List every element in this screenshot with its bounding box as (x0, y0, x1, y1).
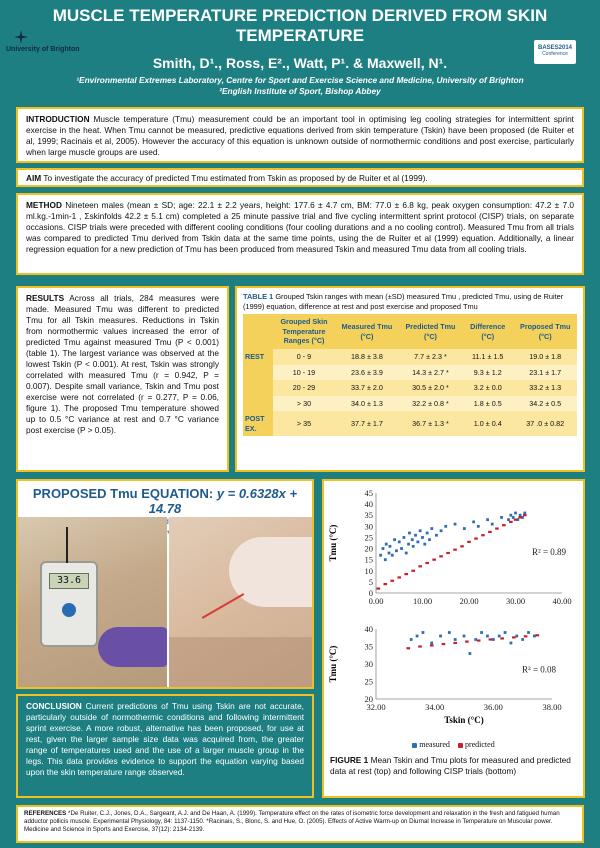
y-tick-label: 25 (364, 532, 373, 543)
table-cell: 1.8 ± 0.5 (462, 396, 513, 412)
x-tick-label: 30.00 (505, 596, 526, 606)
x-axis-label: Tskin (°C) (444, 715, 484, 725)
measured-point (421, 536, 424, 539)
measured-point (486, 635, 489, 638)
measured-point (477, 525, 480, 528)
measured-point (472, 520, 475, 523)
chart-rest (324, 481, 583, 621)
measured-point (410, 638, 413, 641)
predicted-point (502, 524, 506, 526)
measured-point (498, 635, 501, 638)
legend-predicted-label: predicted (464, 740, 495, 749)
measured-point (491, 523, 494, 526)
measured-point (391, 554, 394, 557)
conclusion-heading: CONCLUSION (26, 701, 82, 711)
figure-caption (330, 755, 577, 777)
y-tick-label: 15 (364, 554, 373, 565)
x-tick-label: 0.00 (368, 596, 384, 606)
x-tick-label: 32.00 (366, 702, 386, 712)
references-heading: REFERENCES (24, 810, 67, 817)
table-header-cell: Measured Tmu (°C) (335, 314, 399, 349)
measured-point (463, 527, 466, 530)
measured-point (430, 527, 433, 530)
predicted-point (512, 636, 516, 638)
method-text: Nineteen males (mean ± SD; age: 22.1 ± 2.2 years, height: 177.6 ± 4.7 cm, BM: 77.0 ± 6.8 kg, peak oxygen consumption: 47.2 ± 7.0 ml.kg.-1min-1 , Σskinfolds 42.2 ± 5.1 cm) completed a 25 minute passive trial and five cycling intermittent sprint protocol (CISP) trials, on separate occasions. CISP trials were preceded with different cooling conditions (four cooling durations and a no cooling control). Measured Tmu from all trials was compared to predicted Tmu derived from Tskin data at the same time points, using the de Ruiter et al (1999) equation. Additionally, a linear regression equation for a new prediction of Tmu has been produced from measured Tskin and measured Tmu data from all cooling trials. (26, 200, 574, 255)
affiliation-1: ¹Environmental Extremes Laboratory, Centre for Sport and Exercise Science and Medicine, University of Brighton (76, 75, 524, 85)
y-tick-label: 45 (364, 488, 373, 498)
authors: Smith, D¹., Ross, E²., Watt, P¹. & Maxwell, N¹. (152, 55, 448, 71)
measured-point (510, 642, 513, 645)
predicted-point (524, 635, 528, 637)
table-row-header: REST (243, 349, 273, 365)
predicted-point (418, 565, 422, 567)
predicted-point (425, 562, 429, 564)
measured-point (463, 635, 466, 638)
equation-heading: PROPOSED Tmu EQUATION: (32, 486, 214, 501)
predicted-point (500, 637, 504, 639)
measured-point (393, 538, 396, 541)
predicted-point (446, 552, 450, 554)
aim-text: To investigate the accuracy of predicted Tmu estimated from Tskin as proposed by de Ruiter et al (1999). (43, 173, 428, 183)
table-cell: > 30 (273, 396, 335, 412)
measured-point (435, 534, 438, 537)
table-header-row (243, 314, 577, 349)
measured-point (398, 540, 401, 543)
equation-panel (16, 479, 314, 689)
predicted-point (432, 559, 436, 561)
x-tick-label: 40.00 (552, 596, 572, 606)
skin-shadow (169, 637, 312, 687)
results-text: Across all trials, 284 measures were made. Measured Tmu was different to predicted Tmu for all Tskin measures. Reductions in Tskin from normothermic values increased the error of predicted Tmu against measured Tmu (P < 0.001) (table 1). The largest variance was observed at the lowest Tskin (P < 0.001). At rest, Tskin was strongly correlated with measured Tmu (r = 0.942, P = 0.007). Despite small variance, Tskin and Tmu post exercise were not correlated (r = 0.277, P = 0.06, figure 1). The proposed Tmu temperature showed up to 0.5 °C variance at rest and 0.7 °C variance post exercise (P > 0.05). (26, 293, 219, 436)
y-tick-label: 20 (364, 543, 373, 554)
figure-caption-label: FIGURE 1 (330, 755, 369, 765)
measured-point (385, 543, 388, 546)
measured-point (523, 512, 526, 515)
device-body (40, 561, 98, 647)
device-button (62, 603, 76, 617)
aim-panel (16, 168, 584, 187)
predicted-point (477, 639, 481, 641)
measured-point (419, 529, 422, 532)
predicted-point (523, 514, 527, 516)
measured-point (416, 540, 419, 543)
equation-formula: y = 0.6328x + 14.78 (148, 486, 298, 516)
predicted-point (489, 638, 493, 640)
table-cell: 7.7 ± 2.3 * (399, 349, 462, 365)
introduction-panel (16, 107, 584, 163)
y-tick-label: 10 (364, 565, 373, 576)
gloved-hand (98, 627, 167, 667)
table-cell: 0 - 9 (273, 349, 335, 365)
predicted-point (518, 516, 522, 518)
measured-point (388, 552, 391, 555)
measured-point (382, 547, 385, 550)
references-panel (16, 805, 584, 843)
measured-point (407, 543, 410, 546)
predicted-point (453, 549, 457, 551)
predicted-point (404, 573, 408, 575)
measured-point (412, 545, 415, 548)
table-header-cell: Difference (°C) (462, 314, 513, 349)
measured-point (527, 631, 530, 634)
results-panel (16, 286, 229, 472)
table-cell: 19.0 ± 1.8 (513, 349, 577, 365)
table-caption-label: TABLE 1 (243, 292, 274, 301)
predicted-point (474, 537, 478, 539)
measured-point (414, 534, 417, 537)
predicted-point (509, 521, 513, 523)
measured-point (440, 529, 443, 532)
measured-point (500, 516, 503, 519)
table-cell: 33.7 ± 2.0 (335, 380, 399, 396)
measured-point (486, 518, 489, 521)
measured-point (428, 538, 431, 541)
table-cell: 30.5 ± 2.0 * (399, 380, 462, 396)
measured-point (533, 635, 536, 638)
predicted-point (406, 647, 410, 649)
predicted-point (514, 519, 518, 521)
predicted-point (460, 545, 464, 547)
legend-measured-label: measured (419, 740, 450, 749)
star-logo-icon (14, 30, 28, 44)
measured-point (512, 516, 515, 519)
table-cell: 23.1 ± 1.7 (513, 365, 577, 381)
measured-point (384, 558, 387, 561)
table-cell: 18.8 ± 3.8 (335, 349, 399, 365)
predicted-point (430, 644, 434, 646)
introduction-text: Muscle temperature (Tmu) measurement could be an important tool in optimising leg cooling strategies for intermittent sprint exercise in the heat. When Tmu cannot be measured, predictive equations derived from skin temperature (Tskin) have been proposed (de Ruiter et al, 1999; Racinais et al, 2005). However the accuracy of this equation is unknown outside of normothermic conditions and post exercise, particularly when large muscle groups are used. (26, 114, 574, 158)
measured-point (411, 538, 414, 541)
predicted-point (442, 643, 446, 645)
method-heading: METHOD (26, 200, 62, 210)
measured-point (480, 631, 483, 634)
x-tick-label: 38.00 (542, 702, 562, 712)
table-header-cell: Proposed Tmu (°C) (513, 314, 577, 349)
y-tick-label: 40 (364, 499, 373, 510)
y-tick-label: 30 (364, 659, 373, 669)
introduction-heading: INTRODUCTION (26, 114, 90, 124)
device-cable (66, 527, 68, 563)
measured-point (474, 638, 477, 641)
table-row-header (243, 365, 273, 381)
measured-point (448, 631, 451, 634)
aim-heading: AIM (26, 173, 42, 183)
measured-point (403, 536, 406, 539)
predicted-point (467, 541, 471, 543)
measured-point (389, 545, 392, 548)
table-cell: 3.2 ± 0.0 (462, 380, 513, 396)
measured-point (504, 631, 507, 634)
x-tick-label: 36.00 (483, 702, 503, 712)
predicted-point (465, 641, 469, 643)
predicted-point (488, 531, 492, 533)
r-squared-annotation: R² = 0.08 (522, 664, 557, 675)
table-row-header (243, 380, 273, 396)
predicted-point (397, 576, 401, 578)
table-cell: 14.3 ± 2.7 * (399, 365, 462, 381)
results-table (243, 314, 577, 436)
table-cell: 37 .0 ± 0.82 (513, 411, 577, 436)
affiliations (0, 75, 600, 97)
predicted-point (495, 527, 499, 529)
y-tick-label: 0 (368, 588, 373, 598)
table-row-header: POST EX. (243, 411, 273, 436)
measured-point (439, 635, 442, 638)
conclusion-text: Current predictions of Tmu using Tskin are not accurate, particularly outside of normothermic conditions and following intermittent sprint exercise. A more robust, alternative has been proposed, for use at rest, given the larger sample size data was acquired from, the greater range of temperatures used and the use of a larger muscle group in the legs. This data provides evidence to support the equation varying based upon the skin temperature range observed. (26, 701, 304, 778)
table-cell: 36.7 ± 1.3 * (399, 411, 462, 436)
affiliation-2: ²English Institute of Sport, Bishop Abbey (219, 85, 381, 96)
table-cell: 37.7 ± 1.7 (335, 411, 399, 436)
table-cell: 34.2 ± 0.5 (513, 396, 577, 412)
table-row (243, 411, 577, 436)
measured-point (426, 532, 429, 535)
chart-legend (324, 740, 583, 749)
measured-point (405, 552, 408, 555)
measured-point (515, 635, 518, 638)
device-screen: 33.6 (49, 573, 89, 589)
probe-photo (169, 517, 312, 687)
table-cell: 32.2 ± 0.8 * (399, 396, 462, 412)
table-cell: 10 - 19 (273, 365, 335, 381)
conclusion-panel (16, 694, 314, 798)
predicted-point (481, 534, 485, 536)
figure-caption-text: Mean Tskin and Tmu plots for measured and predicted data at rest (top) and following CISP trials (bottom) (330, 755, 571, 776)
y-tick-label: 20 (364, 694, 373, 704)
legend-measured-marker (412, 743, 417, 748)
table-caption-text: Grouped Tskin ranges with mean (±SD) measured Tmu , predicted Tmu, using de Ruiter (1999) equation, difference at rest and post exercise and proposed Tmu (243, 292, 564, 311)
table-header-cell (243, 314, 273, 349)
predicted-point (377, 587, 381, 589)
measured-point (454, 523, 457, 526)
table-row (243, 396, 577, 412)
table-header-cell: Grouped Skin Temperature Ranges (°C) (273, 314, 335, 349)
y-tick-label: 35 (364, 510, 373, 521)
table-cell: > 35 (273, 411, 335, 436)
x-tick-label: 10.00 (412, 596, 433, 606)
r-squared-annotation: R² = 0.89 (532, 547, 567, 557)
measured-point (422, 631, 425, 634)
measured-point (521, 638, 524, 641)
table-cell: 33.2 ± 1.3 (513, 380, 577, 396)
chart-post-exercise (324, 621, 583, 739)
table-header-cell: Predicted Tmu (°C) (399, 314, 462, 349)
predicted-point (536, 634, 540, 636)
measured-point (444, 525, 447, 528)
method-panel (16, 193, 584, 275)
references-text: *De Ruiter, C.J., Jones, D.A., Sargeant, A.J. and De Haan, A. (1999). Temperature effect on the rates of isometric force development and relaxation in the fresh and fatigued human adductor pollicis muscle. Experimental Physiology, 84: 1137-1150. *Racinais, S., Blonc, S. and Hue, O. (2005). Effects of Active Warm-up on Diurnal Increase in Temperature on Muscular power. Medicine and Science in Sports and Exercise, 37(12): 2134-2139. (24, 810, 560, 834)
table-cell: 23.6 ± 3.9 (335, 365, 399, 381)
probe-needle (202, 593, 245, 619)
table-cell: 34.0 ± 1.3 (335, 396, 399, 412)
results-heading: RESULTS (26, 293, 65, 303)
predicted-point (411, 570, 415, 572)
y-tick-label: 25 (364, 676, 373, 687)
y-tick-label: 30 (364, 521, 373, 532)
x-tick-label: 34.00 (425, 702, 445, 712)
table-cell: 20 - 29 (273, 380, 335, 396)
table-panel (235, 286, 585, 472)
measured-point (454, 638, 457, 641)
measured-point (492, 638, 495, 641)
y-axis-label: Tmu (°C) (328, 524, 338, 562)
legend-predicted-marker (458, 743, 463, 748)
measured-point (408, 532, 411, 535)
table-cell: 11.1 ± 1.5 (462, 349, 513, 365)
measured-point (416, 635, 419, 638)
x-tick-label: 20.00 (459, 596, 479, 606)
table-row-header (243, 396, 273, 412)
measured-point (423, 543, 426, 546)
university-name: University of Brighton (6, 46, 80, 53)
predicted-point (390, 580, 394, 582)
y-tick-label: 5 (368, 576, 373, 587)
table-row (243, 365, 577, 381)
predicted-point (384, 583, 388, 585)
table-cell: 9.3 ± 1.2 (462, 365, 513, 381)
measured-point (507, 518, 510, 521)
measured-point (430, 642, 433, 645)
measured-point (514, 512, 517, 515)
y-tick-label: 40 (364, 624, 373, 634)
table-caption (243, 292, 577, 311)
table-cell: 1.0 ± 0.4 (462, 411, 513, 436)
measured-point (379, 554, 382, 557)
bases-logo-text: BASES2014 (537, 45, 573, 51)
thermometer-photo (18, 517, 167, 687)
predicted-point (439, 555, 443, 557)
figure-panel (322, 479, 585, 798)
measured-point (400, 547, 403, 550)
predicted-point (453, 642, 457, 644)
table-row (243, 380, 577, 396)
predicted-point (418, 645, 422, 647)
y-tick-label: 35 (364, 641, 373, 652)
y-axis-label: Tmu (°C) (328, 645, 338, 683)
measured-point (468, 652, 471, 655)
bases-logo-sub: Conference (542, 51, 568, 57)
measured-point (395, 549, 398, 552)
table-row (243, 349, 577, 365)
poster-title: MUSCLE TEMPERATURE PREDICTION DERIVED FROM SKIN TEMPERATURE (52, 6, 548, 46)
equation-heading-line (18, 486, 312, 516)
